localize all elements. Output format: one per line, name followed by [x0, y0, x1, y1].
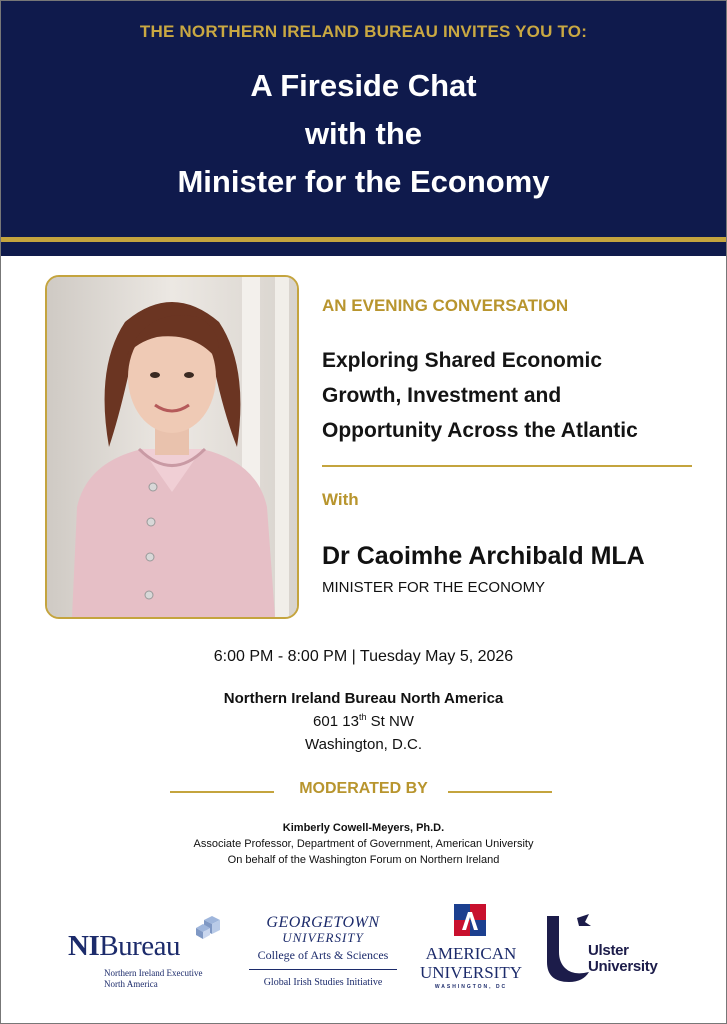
nibureau-logo — [66, 912, 226, 992]
moderator-behalf: On behalf of the Washington Forum on Northern Ireland — [227, 854, 500, 866]
title-line-2: with the — [304, 116, 423, 151]
speaker-role: MINISTER FOR THE ECONOMY — [322, 579, 546, 596]
au-line-2: UNIVERSITY — [420, 963, 522, 982]
nibureau-sub-2: North America — [104, 979, 158, 989]
event-venue: Northern Ireland Bureau North America — [223, 690, 504, 707]
subject-line-1: Exploring Shared Economic — [322, 349, 603, 372]
moderated-by-label: MODERATED BY — [299, 780, 428, 797]
georgetown-line-2: UNIVERSITY — [282, 930, 364, 945]
georgetown-line-1: GEORGETOWN — [266, 914, 380, 931]
georgetown-line-3: College of Arts & Sciences — [257, 948, 389, 962]
georgetown-rule — [249, 969, 397, 970]
address-number: 601 13 — [313, 713, 359, 730]
nibureau-ni: NI — [68, 930, 100, 962]
header-bottom-band — [1, 242, 726, 256]
kicker-label: AN EVENING CONVERSATION — [322, 296, 569, 315]
gold-divider — [322, 465, 692, 467]
address-ordinal: th — [358, 712, 367, 722]
ulster-university-logo — [543, 912, 673, 988]
speaker-photo — [45, 275, 299, 619]
nibureau-bureau: Bureau — [99, 930, 180, 962]
ulster-u-icon — [543, 912, 593, 986]
event-address — [0, 712, 727, 730]
title-line-3: Minister for the Economy — [177, 164, 550, 199]
ulster-line-1: Ulster — [588, 942, 629, 959]
speaker-name: Dr Caoimhe Archibald MLA — [322, 542, 645, 570]
american-university-logo — [416, 904, 526, 996]
au-line-1: AMERICAN — [425, 944, 517, 963]
event-city: Washington, D.C. — [305, 736, 422, 753]
georgetown-line-4: Global Irish Studies Initiative — [263, 977, 383, 988]
subject-line-3: Opportunity Across the Atlantic — [322, 419, 638, 442]
subject-line-2: Growth, Investment and — [322, 384, 562, 407]
ulster-line-2: University — [588, 958, 658, 975]
au-shield-icon — [454, 904, 486, 936]
nibureau-sub-1: Northern Ireland Executive — [104, 968, 203, 978]
georgetown-logo — [243, 912, 403, 994]
with-label: With — [322, 490, 359, 509]
title-line-1: A Fireside Chat — [250, 68, 477, 103]
moderator-name: Kimberly Cowell-Meyers, Ph.D. — [282, 822, 445, 834]
address-street: St NW — [366, 713, 414, 730]
nibureau-wordmark — [68, 930, 180, 963]
moderator-title: Associate Professor, Department of Government, American University — [193, 838, 534, 850]
speaker-portrait-illustration — [47, 277, 297, 617]
invite-line: THE NORTHERN IRELAND BUREAU INVITES YOU TO: — [139, 22, 588, 41]
event-time: 6:00 PM - 8:00 PM | Tuesday May 5, 2026 — [213, 648, 514, 665]
cubes-icon — [194, 912, 228, 940]
au-line-3: WASHINGTON, DC — [434, 984, 508, 990]
